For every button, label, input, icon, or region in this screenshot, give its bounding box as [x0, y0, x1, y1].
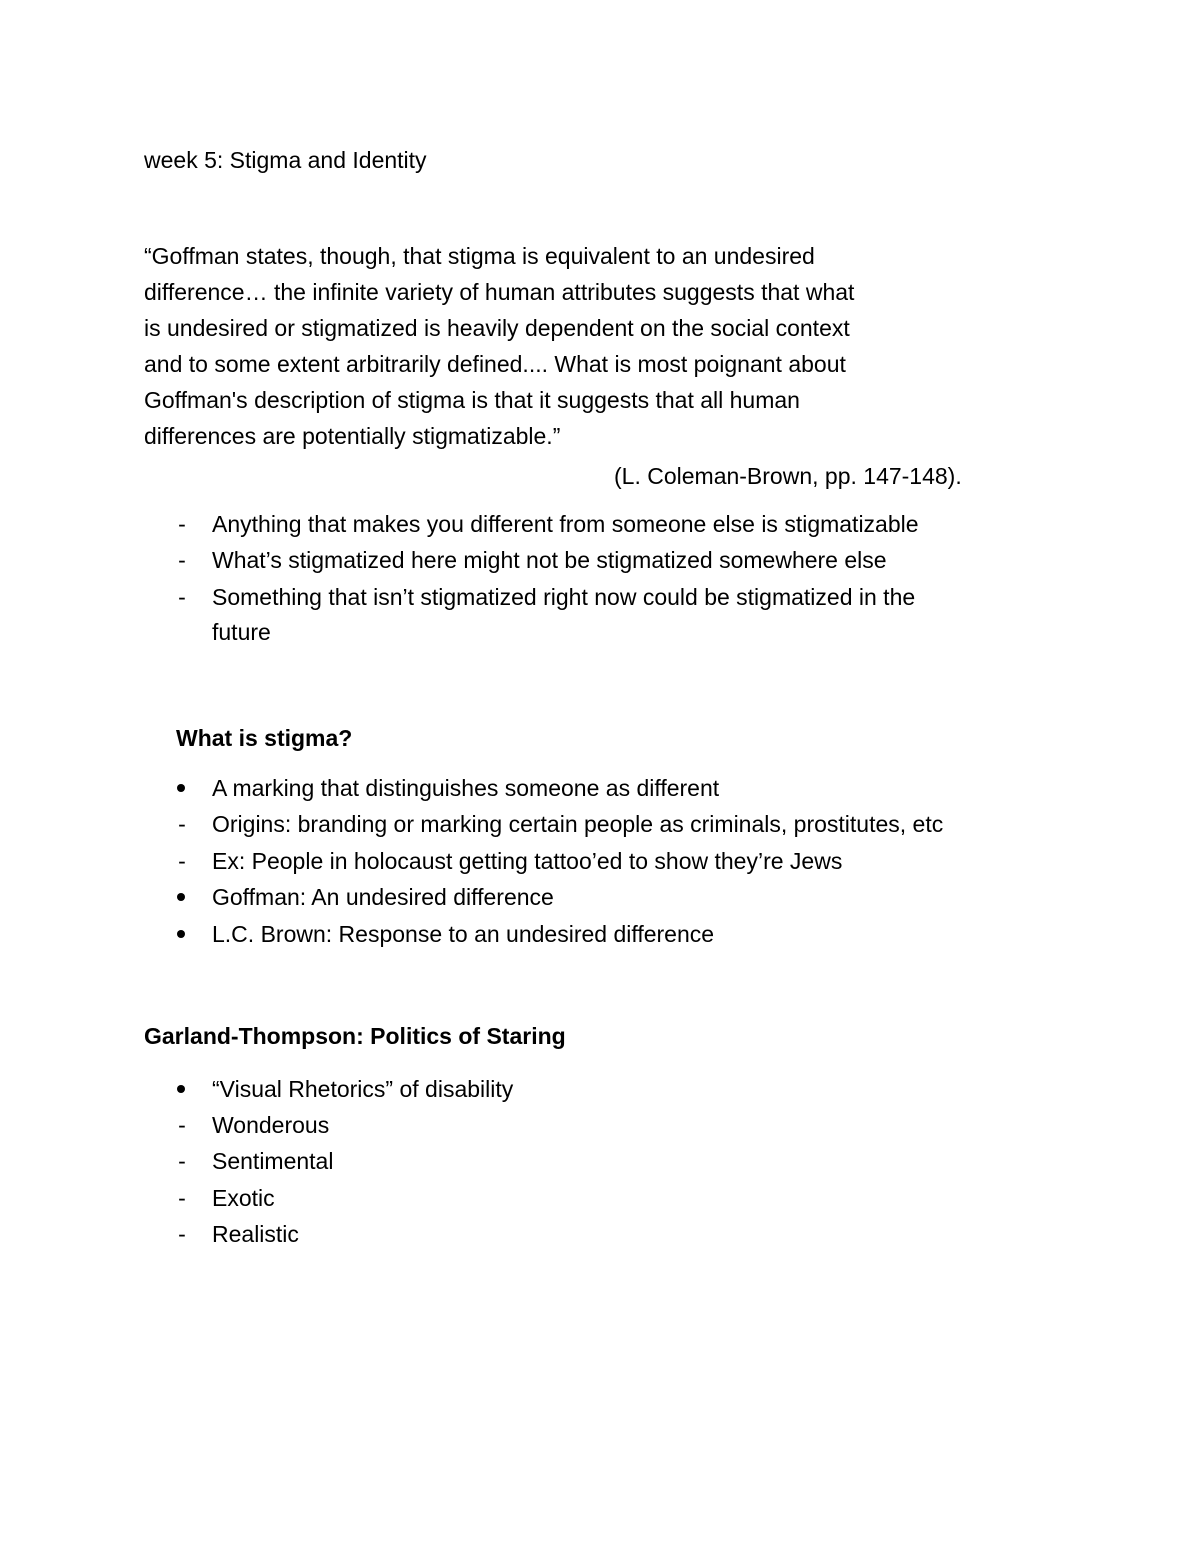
bullet-icon: [177, 893, 185, 901]
bullet-icon: [177, 1085, 185, 1093]
dash-marker: -: [178, 848, 186, 874]
dash-marker: -: [178, 811, 186, 837]
list-item: L.C. Brown: Response to an undesired difference: [212, 921, 715, 947]
list-item: Anything that makes you different from someone else is stigmatizable: [212, 511, 919, 537]
bullet-icon: [177, 930, 185, 938]
quote-line: difference… the infinite variety of human attributes suggests that what: [144, 279, 855, 305]
quote-line: “Goffman states, though, that stigma is equivalent to an undesired: [144, 243, 815, 269]
list-item: Wonderous: [212, 1112, 330, 1138]
list-item: Ex: People in holocaust getting tattoo’ed to show they’re Jews: [212, 848, 843, 874]
list-item: Something that isn’t stigmatized right now could be stigmatized in the: [212, 584, 916, 610]
quote-line: is undesired or stigmatized is heavily dependent on the social context: [144, 315, 850, 341]
dash-marker: -: [178, 547, 186, 573]
list-item: “Visual Rhetorics” of disability: [212, 1076, 514, 1102]
dash-marker: -: [178, 1185, 186, 1211]
list-item: Origins: branding or marking certain people as criminals, prostitutes, etc: [212, 811, 944, 837]
dash-marker: -: [178, 511, 186, 537]
bullet-icon: [177, 784, 185, 792]
section-heading-stigma: What is stigma?: [176, 725, 353, 751]
list-item-continuation: future: [212, 619, 271, 645]
list-item: Realistic: [212, 1221, 299, 1247]
dash-marker: -: [178, 584, 186, 610]
list-item: What’s stigmatized here might not be stigmatized somewhere else: [212, 547, 887, 573]
list-item: A marking that distinguishes someone as different: [212, 775, 720, 801]
quote-line: Goffman's description of stigma is that it suggests that all human: [144, 387, 800, 413]
section-heading-staring: Garland-Thompson: Politics of Staring: [144, 1023, 566, 1049]
list-item: Goffman: An undesired difference: [212, 884, 554, 910]
quote-line: and to some extent arbitrarily defined.... What is most poignant about: [144, 351, 846, 377]
page-title: week 5: Stigma and Identity: [144, 147, 427, 173]
list-item: Exotic: [212, 1185, 275, 1211]
dash-marker: -: [178, 1148, 186, 1174]
list-item: Sentimental: [212, 1148, 334, 1174]
dash-marker: -: [178, 1112, 186, 1138]
quote-citation: (L. Coleman-Brown, pp. 147-148).: [614, 463, 962, 489]
quote-line: differences are potentially stigmatizable.”: [144, 423, 561, 449]
dash-marker: -: [178, 1221, 186, 1247]
